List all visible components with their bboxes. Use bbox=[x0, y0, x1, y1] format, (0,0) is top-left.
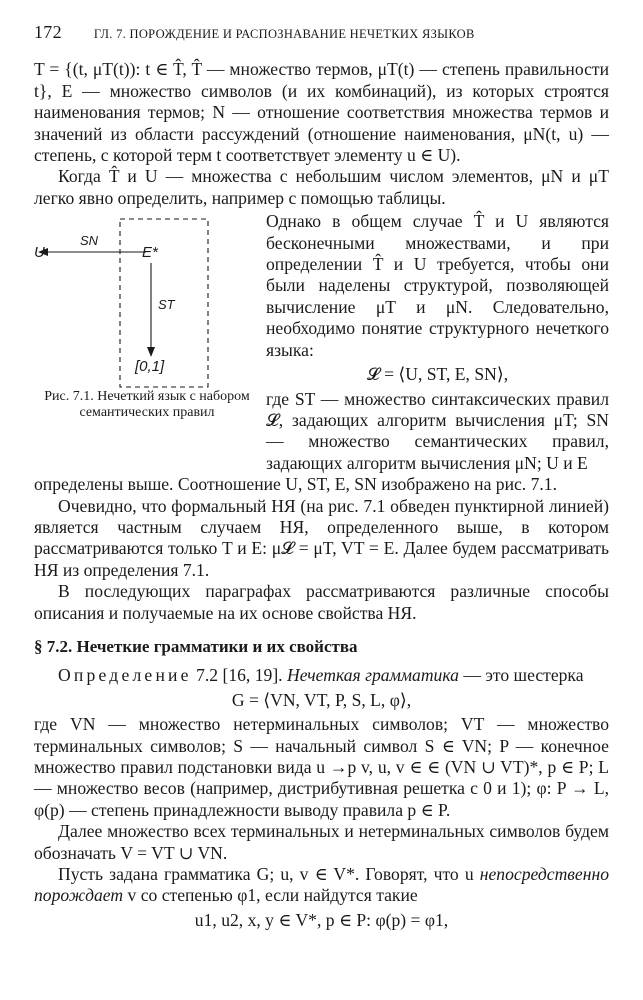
derivation-term: непосредственно порождает bbox=[34, 864, 609, 906]
paragraph-grammar-components: где VN — множество нетерминальных символов; VT — множество терминальных символов; S — начальный символ S ∈ VN; P — конечное множество правил подстановки вида u →p v, u, v ∈ ∈ (VN ∪ VT)*, p ∈ P; L — множество весов (например, дистрибутивная решетка с 0 и 1); φ: P → L, φ(p) — степень принадлежности выводу правила p ∈ P. bbox=[34, 714, 609, 820]
paragraph-infinite-sets: Однако в общем случае T̂ и U являются бесконечными множествами, и при определении T̂ и U требуется, чтобы они были наделены структурой, позволяющей вычисление μT и μN. Следовательно, необходимо понятие структурного нечеткого языка: bbox=[266, 211, 609, 360]
paragraph-formal-language: Очевидно, что формальный НЯ (на рис. 7.1 обведен пунктирной линией) является частным случаем НЯ, определенного выше, в котором рассматриваются только T и E: μ𝓛 = μT, VT = E. Далее будем рассматривать НЯ из определения 7.1. bbox=[34, 495, 609, 580]
figure-wrap-block bbox=[34, 211, 609, 474]
derivation-start: Пусть задана грамматика G; u, v ∈ V*. Говорят, что u bbox=[58, 864, 480, 885]
wrapped-text bbox=[266, 211, 609, 474]
paragraph-term-definition: T = {(t, μT(t)): t ∈ T̂, T̂ — множество термов, μT(t) — степень правильности t}, E — множество символов (и их комбинаций), из которых строятся наименования термов; N — отношение соответствия множества термов и значений из области рассуждений (отношение наименования, μN(t, u) — степень, с которой терм t соответствует элементу u ∈ U). bbox=[34, 59, 609, 166]
figure-caption: Рис. 7.1. Нечеткий язык с набором семантических правил bbox=[44, 389, 250, 420]
label-e-star: E* bbox=[142, 244, 158, 262]
running-header bbox=[34, 22, 609, 45]
derivation-end: v со степенью φ1, если найдутся такие bbox=[123, 885, 418, 906]
paragraph-derivation bbox=[34, 864, 609, 907]
paragraph-symbol-set: Далее множество всех терминальных и нетерминальных символов будем обозначать V = VT ∪ VN. bbox=[34, 821, 609, 863]
label-sn: SN bbox=[80, 233, 99, 249]
formula-grammar: G = ⟨VN, VT, P, S, L, φ⟩, bbox=[231, 689, 412, 710]
definition-term: Нечеткая грамматика bbox=[287, 665, 459, 686]
figure-7-1 bbox=[34, 211, 266, 474]
definition-ref: 7.2 [16, 19]. bbox=[196, 665, 283, 686]
paragraph-definition bbox=[34, 665, 609, 686]
paragraph-rules: где ST — множество синтаксических правил 𝓛, задающих алгоритм вычисления μT; SN — множество семантических правил, задающих алгоритм вычисления μN; U и E bbox=[266, 388, 609, 473]
formula-structural-language: 𝓛 = ⟨U, ST, E, SN⟩, bbox=[366, 364, 509, 385]
paragraph-small-sets: Когда T̂ и U — множества с небольшим числом элементов, μN и μT легко явно определить, например с помощью таблицы. bbox=[34, 166, 609, 208]
definition-tail: — это шестерка bbox=[458, 665, 584, 686]
page-number: 172 bbox=[34, 22, 62, 42]
label-st: ST bbox=[158, 297, 175, 313]
arrow-st-head bbox=[147, 347, 155, 357]
book-page bbox=[34, 22, 609, 934]
label-u: U bbox=[34, 244, 45, 262]
paragraph-relation: определены выше. Соотношение U, ST, E, SN изображено на рис. 7.1. bbox=[34, 474, 557, 495]
formula-derivation: u1, u2, x, y ∈ V*, p ∈ P: φ(p) = φ1, bbox=[194, 909, 449, 930]
definition-label: Определение bbox=[58, 665, 192, 686]
label-interval: [0,1] bbox=[135, 358, 165, 376]
fuzzy-language-diagram bbox=[34, 211, 266, 389]
paragraph-next-sections: В последующих параграфах рассматриваются различные способы описания и получаемые на их основе свойства НЯ. bbox=[34, 581, 609, 623]
running-title: ГЛ. 7. ПОРОЖДЕНИЕ И РАСПОЗНАВАНИЕ НЕЧЕТКИХ ЯЗЫКОВ bbox=[93, 27, 475, 41]
section-heading: § 7.2. Нечеткие грамматики и их свойства bbox=[34, 636, 358, 656]
